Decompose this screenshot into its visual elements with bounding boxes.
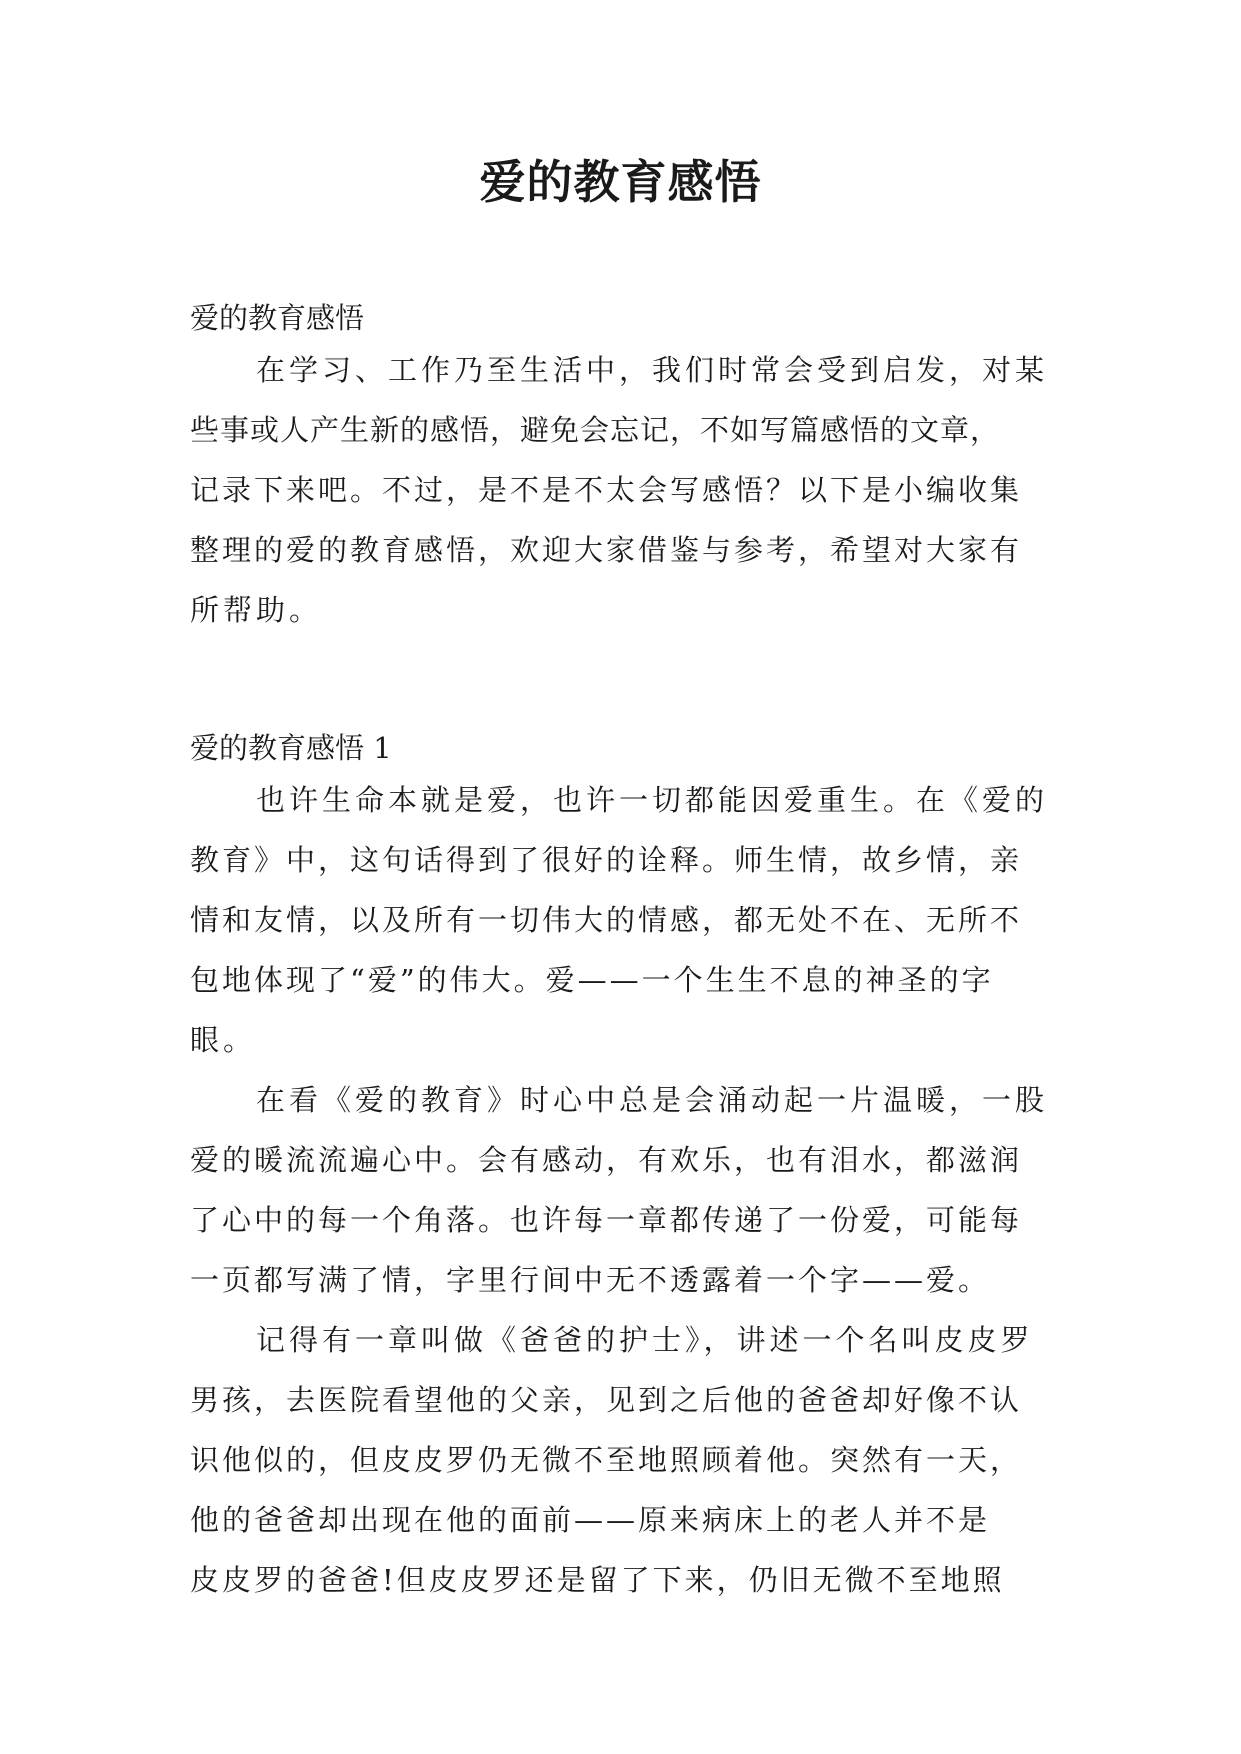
paragraph-2	[190, 1078, 1050, 1318]
document-body	[190, 288, 1050, 1618]
paragraph-line: 爱的暖流流遍心中。会有感动，有欢乐，也有泪水，都滋润	[190, 1143, 1023, 1177]
paragraph-line: 记得有一章叫做《爸爸的护士》，讲述一个名叫皮皮罗	[256, 1323, 1034, 1357]
intro-heading: 爱的教育感悟	[190, 301, 365, 335]
paragraph-1	[190, 778, 1050, 1078]
section-gap	[190, 648, 1050, 718]
paragraph-line: 眼。	[190, 1023, 257, 1057]
paragraph-line: 教育》中，这句话得到了很好的诠释。师生情，故乡情，亲	[190, 843, 1023, 877]
intro-line: 在学习、工作乃至生活中，我们时常会受到启发，对某	[256, 353, 1049, 387]
paragraph-line: 识他似的，但皮皮罗仍无微不至地照顾着他。突然有一天，	[190, 1443, 1023, 1477]
paragraph-line: 男孩，去医院看望他的父亲，见到之后他的爸爸却好像不认	[190, 1383, 1023, 1417]
intro-line: 些事或人产生新的感悟，避免会忘记，不如写篇感悟的文章，	[190, 413, 1001, 447]
intro-line: 整理的爱的教育感悟，欢迎大家借鉴与参考，希望对大家有	[190, 533, 1023, 567]
paragraph-line: 包地体现了“爱”的伟大。爱——一个生生不息的神圣的字	[190, 963, 994, 997]
paragraph-line: 在看《爱的教育》时心中总是会涌动起一片温暖，一股	[256, 1083, 1049, 1117]
paragraph-line: 情和友情，以及所有一切伟大的情感，都无处不在、无所不	[190, 903, 1023, 937]
section-heading: 爱的教育感悟 1	[190, 731, 392, 765]
intro-line: 记录下来吧。不过，是不是不太会写感悟？以下是小编收集	[190, 473, 1023, 507]
intro-line: 所帮助。	[190, 593, 323, 627]
paragraph-line: 皮皮罗的爸爸!但皮皮罗还是留了下来，仍旧无微不至地照	[190, 1563, 1005, 1597]
intro-paragraph	[190, 348, 1050, 648]
paragraph-line: 一页都写满了情，字里行间中无不透露着一个字——爱。	[190, 1263, 991, 1297]
paragraph-line: 他的爸爸却出现在他的面前——原来病床上的老人并不是	[190, 1503, 991, 1537]
paragraph-line: 了心中的每一个角落。也许每一章都传递了一份爱，可能每	[190, 1203, 1023, 1237]
paragraph-3	[190, 1318, 1050, 1618]
paragraph-line: 也许生命本就是爱，也许一切都能因爱重生。在《爱的	[256, 783, 1049, 817]
document-title: 爱的教育感悟	[479, 155, 762, 209]
